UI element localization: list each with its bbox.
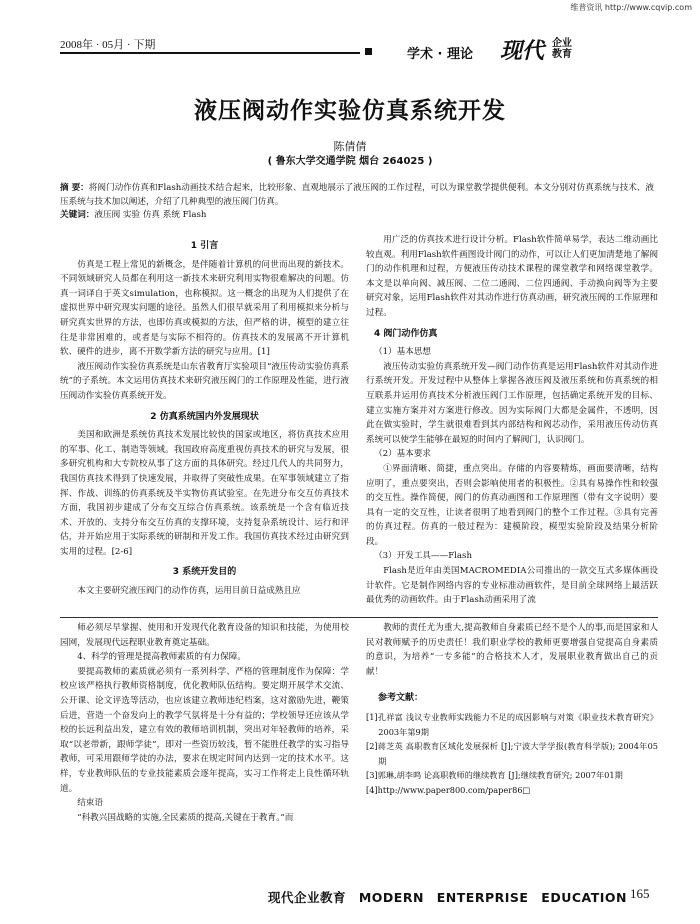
- paragraph: ①界面清晰、简捷，重点突出。存储的内容要精炼，画面要清晰，结构应明了，重点要突出，否则会影响使用者的积极性。②具有易操作性和较强的交互性。操作简便，阀门的仿真动画图和工作原理图（带有文字说明）要具有一定的交互性，让读者很明了地看到阀门的整个工作过程。③具有完善的仿真过程。仿真的一般过程为：建模阶段，模型实验阶段及结果分析阶段。: [366, 463, 658, 547]
- keywords-label: 关键词：: [60, 210, 95, 220]
- section-divider: [60, 617, 658, 618]
- paragraph: 美国和欧洲是系统仿真技术发展比较快的国家或地区，将仿真技术应用的军事、化工、制造等领域。我国政府高度重视仿真技术的研究与发展，很多研究机构和大专院校从事了这方面的具体研究。经过几代人的共同努力，我国仿真技术得到了快速发展，并取得了突破性成果。在军事领域建立了指挥、作战、训练的仿真系统及半实物仿真试验室。在先进分布交互仿真技术方面，我国初步建成了分布交互综合仿真系统。该系统是一个含有临近技术、开放的、支持分布交互仿真的支撑环境，支持复杂系统设计、运行和评估，并开始应用于实际系统的研制和开发工作。我国仿真技术经过由研究到实用的过程。[2-6]: [60, 430, 349, 557]
- references-list: [366, 710, 658, 798]
- issue-date: 2008年 · 05月 · 下期: [60, 39, 156, 51]
- subheading: （2）基本要求: [374, 449, 432, 460]
- heading-valve-simulation: 4 阀门动作仿真: [374, 328, 438, 339]
- column-right-top: [366, 233, 658, 608]
- references-heading: 参考文献：: [378, 693, 424, 704]
- heading-purpose: 3 系统开发目的: [172, 567, 237, 578]
- column-left-top: [60, 233, 349, 599]
- author: 陈倩倩: [333, 140, 367, 153]
- header-rule: [60, 52, 360, 54]
- subheading: （1）基本思想: [374, 347, 432, 358]
- paragraph: 液压阀动作实验仿真系统是山东省教育厅实验项目“液压传动实验仿真系统”的子系统。本文运用仿真技术来研究液压阀门的工作原理及性能，进行液压阀动作实验仿真系统开发。: [60, 361, 349, 401]
- reference-link[interactable]: [4]http://www.paper800.com/paper86□: [366, 784, 531, 795]
- paragraph: 液压传动实验仿真系统开发—阀门动作仿真是运用Flash软件对其动作进行系统开发。开发过程中从整体上掌握各液压阀及液压系统和仿真系统的相互联系并运用仿真技术分析液压阀门工作原理，包括确定系统开发的目标、建立实施方案并对方案进行修改。因为实际阀门大都是金属件，不透明，因此在做实验时，学生就很难看到其内部结构和阀芯动作，采用液压传动仿真系统可以使学生能够在最短的时间内了解阀门，认识阀门。: [366, 361, 658, 445]
- abstract-label: 摘 要：: [60, 183, 89, 193]
- article-title: 液压阀动作实验仿真系统开发: [194, 98, 506, 124]
- paragraph: 教师的责任尤为重大,提高教师自身素质已经不是个人的事,而是国家和人民对教师赋予的历史责任！我们职业学校的教师更要增强自觉提高自身素质的意识，为培养“一专多能”的合格技术人才，发展职业教育做出自己的贡献！: [366, 623, 658, 677]
- page-number: 165: [630, 886, 650, 901]
- column-left-bottom: [60, 621, 349, 825]
- subheading: 4、科学的管理是提高教师素质的有力保障。: [77, 652, 246, 663]
- keywords: [60, 208, 658, 220]
- paragraph: 师必须尽早掌握、使用和开发现代化教育设备的知识和技能，为使用校园网，发展现代远程职业教育奠定基础。: [60, 623, 349, 648]
- subheading: 结束语: [77, 798, 103, 809]
- affiliation: ( 鲁东大学交通学院 烟台 264025 ): [267, 156, 433, 167]
- watermark: 维普资讯 http://www.cqvip.com: [570, 3, 692, 12]
- reference-item: [1]孔祥富 浅议专业教师实践能力不足的成因影响与对策《职业技术教育研究》2003年第9期: [366, 711, 658, 737]
- journal-brand-sub: 企业教育: [552, 38, 572, 60]
- paragraph: “科教兴国战略的实施,全民素质的提高,关键在于教育。”而: [77, 812, 294, 823]
- reference-item: [3]郭琳,胡李鸣 论高职教师的继续教育 [J];继续教育研究; 2007年01期: [366, 770, 623, 781]
- header-square-marker: [365, 48, 372, 55]
- paragraph: 用广泛的仿真技术进行设计分析。Flash软件简单易学，表达二维动画比较直观。利用Flash软件画图设计阀门的动作，可以让人们更加清楚地了解阀门的动作机理和过程，方便液压传动技术课程的课堂教学和网络课堂教学。本文是以单向阀、减压阀、二位二通阀、二位四通阀、手动换向阀等为主要研究对象，运用Flash软件对其动作进行仿真动画，研究液压阀的工作原理和过程。: [366, 235, 658, 318]
- reference-item: [2]蒋芝英 高职教育区域化发展探析 [J];宁波大学学报(教育科学版); 2004年05期: [366, 741, 658, 766]
- paragraph: 仿真是工程上常见的新概念，是伴随着计算机的问世而出现的新技术。不同领域研究人员都在利用这一新技术来研究利用实物很难解决的问题。仿真一词译自于英文simulation，也称模拟。这一概念的出现为人们提供了在虚拟世界中研究现实问题的途径。虽然人们很早就采用了利用模拟来分析与研究真实世界的方法，也即仿真或模拟的方法，但严格的讲，模型的建立往往是非常困难的，或者是与实际不相符的。仿真技术的发展离不开计算机软、硬件的进步，离不开数学新方法的研究与应用。[1]: [60, 259, 349, 358]
- paragraph: 要提高教师的素质就必须有一系列科学、严格的管理制度作为保障：学校应该严格执行教师资格制度，优化教师队伍结构。要定期开展学术交流、公开课、论文评选等活动，也应该建立教师违纪档案，这对激励先进，鞭策后进，营造一个奋发向上的教学气氛将是十分有益的；学校领导还应该从学校的长远利益出发，建立有效的教师培训机制，突出对年轻教师的培养，采取“以老带新，跟师学徒”，即对一些资历较浅，暂不能胜任教学的实习指导教师，可采用跟师学徒的办法，要求在规定时间内达到一定的技术水平。这样，专业教师队伍的专业技能素质会逐年提高，实习工作将走上良性循环轨道。: [60, 666, 349, 794]
- subheading: （3）开发工具——Flash: [374, 551, 472, 562]
- column-right-bottom: [366, 621, 658, 798]
- section-label: 学术 · 理论: [407, 47, 473, 62]
- keywords-text: 液压阀 实验 仿真 系统 Flash: [94, 210, 207, 220]
- footer-journal-name: 现代企业教育 MODERN ENTERPRISE EDUCATION: [268, 890, 627, 905]
- heading-introduction: 1 引言: [190, 241, 219, 251]
- paragraph: 本文主要研究液压阀门的动作仿真，运用目前日益成熟且应: [77, 586, 301, 597]
- journal-brand: 现代: [500, 38, 545, 64]
- paragraph: Flash是近年由美国MACROMEDIA公司推出的一款交互式多媒体画设计软件。它是制作网络内容的专业标准动画软件，是目前全球网络上最活跃最优秀的动画软件。由于Flash动画采用了流: [366, 566, 658, 606]
- heading-status: 2 仿真系统国内外发展现状: [150, 411, 259, 422]
- abstract: [60, 181, 658, 209]
- abstract-text: 将阀门动作仿真和Flash动画技术结合起来，比较形象、直观地展示了液压阀的工作过程，可以为课堂教学提供便利。本文分别对仿真系统与技术、液压系统与技术加以阐述，介绍了几种典型的液压阀门仿真。: [60, 183, 654, 207]
